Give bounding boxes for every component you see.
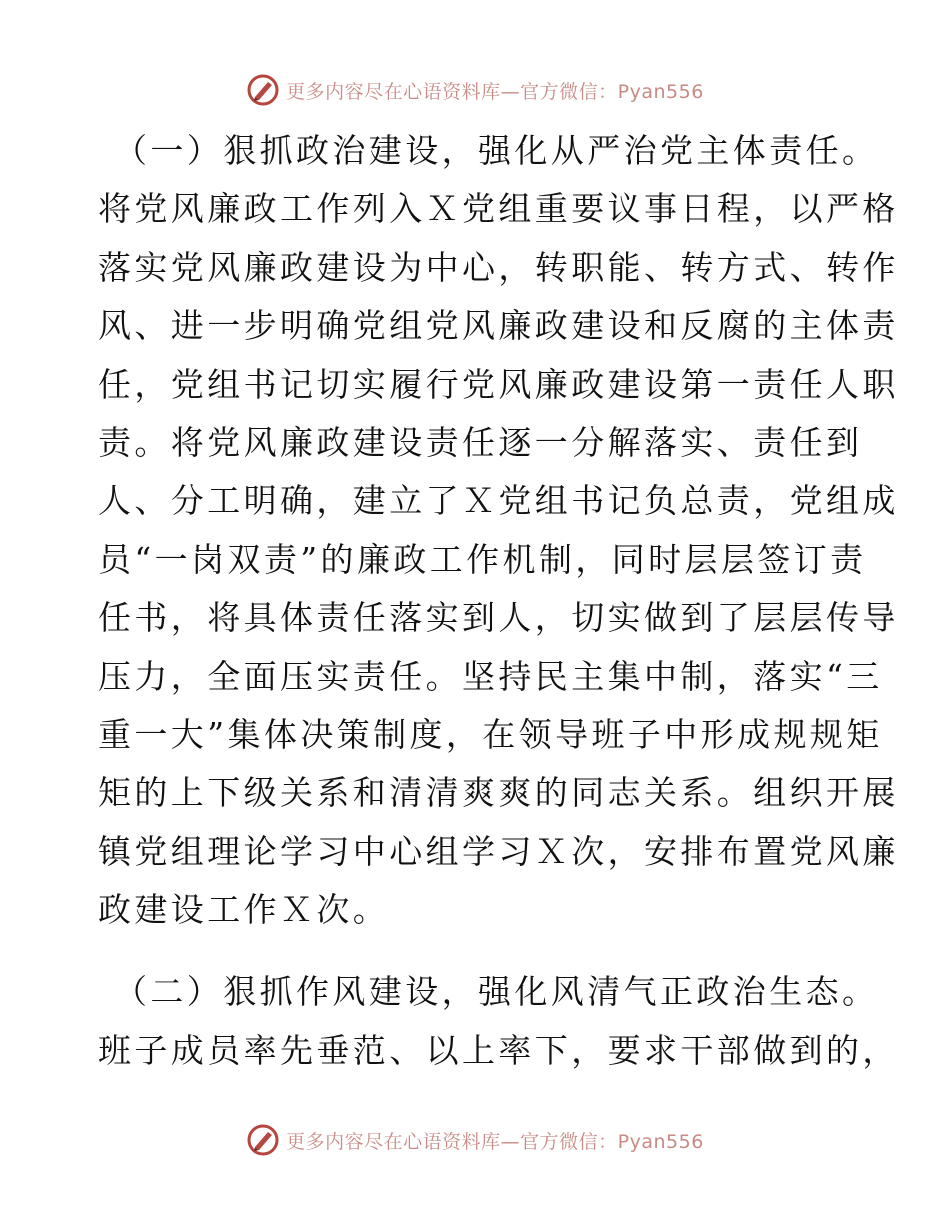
red-circle-pen-logo-icon bbox=[246, 1123, 280, 1157]
header-watermark bbox=[0, 70, 950, 110]
document-body bbox=[98, 122, 899, 1080]
paragraph-line: 责。将党风廉政建设责任逐一分解落实、责任到 bbox=[98, 422, 863, 462]
watermark-text: 更多内容尽在心语资料库—官方微信：Pyan556 bbox=[286, 1130, 704, 1153]
paragraph-line: 风、进一步明确党组党风廉政建设和反腐的主体责 bbox=[98, 306, 899, 346]
paragraph-line: 任书，将具体责任落实到人，切实做到了层层传导 bbox=[98, 598, 899, 638]
paragraph-line: 将党风廉政工作列入Ｘ党组重要议事日程，以严格 bbox=[98, 189, 899, 229]
paragraph-gap bbox=[98, 939, 858, 963]
red-circle-pen-logo-icon bbox=[246, 73, 280, 107]
section-2-heading: （二）狠抓作风建设，强化风清气正政治生态。 bbox=[114, 972, 879, 1012]
watermark-text: 更多内容尽在心语资料库—官方微信：Pyan556 bbox=[286, 80, 704, 103]
paragraph-line: 员“一岗双责”的廉政工作机制，同时层层签订责 bbox=[98, 539, 867, 579]
paragraph-line: 落实党风廉政建设为中心，转职能、转方式、转作 bbox=[98, 247, 899, 287]
paragraph-line: 人、分工明确，建立了Ｘ党组书记负总责，党组成 bbox=[98, 481, 899, 521]
section-1-heading: （一）狠抓政治建设，强化从严治党主体责任。 bbox=[114, 131, 879, 170]
paragraph-line: 镇党组理论学习中心组学习Ｘ次，安排布置党风廉 bbox=[98, 831, 899, 871]
paragraph-line: 班子成员率先垂范、以上率下，要求干部做到的， bbox=[98, 1030, 899, 1070]
footer-watermark bbox=[0, 1120, 950, 1160]
paragraph-line: 任，党组书记切实履行党风廉政建设第一责任人职 bbox=[98, 364, 899, 404]
paragraph-line: 矩的上下级关系和清清爽爽的同志关系。组织开展 bbox=[98, 773, 899, 813]
paragraph-line: 重一大”集体决策制度，在领导班子中形成规规矩 bbox=[98, 714, 883, 754]
paragraph-line: 压力，全面压实责任。坚持民主集中制，落实“三 bbox=[98, 656, 883, 696]
paragraph-line: 政建设工作Ｘ次。 bbox=[98, 890, 390, 930]
